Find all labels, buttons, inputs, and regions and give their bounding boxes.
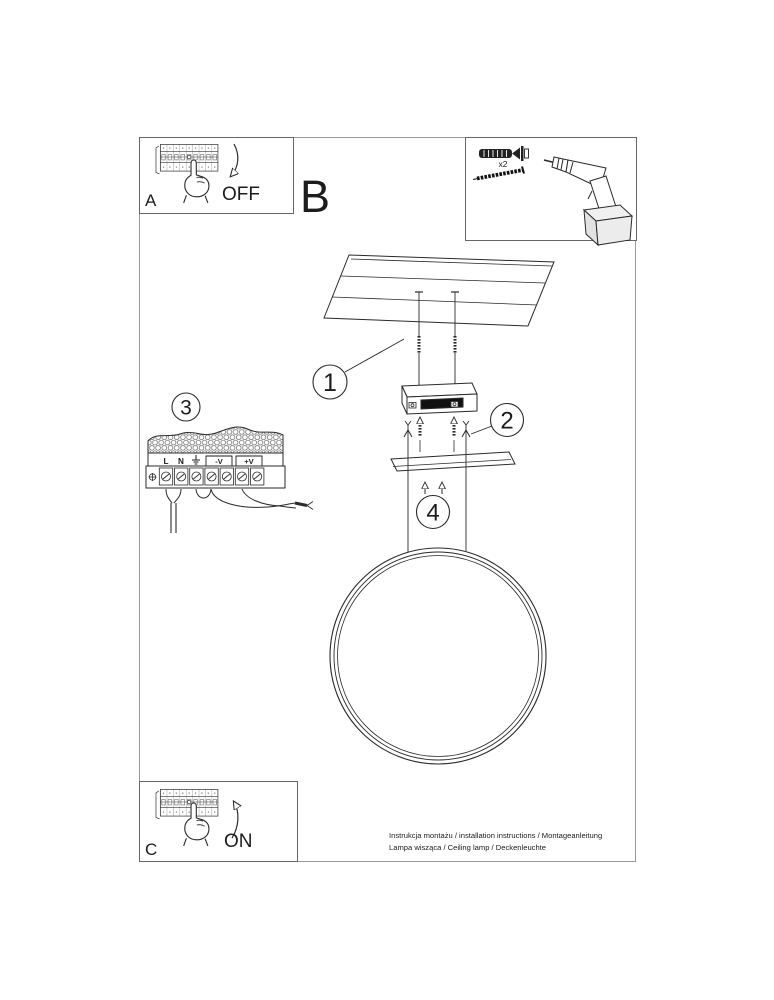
off-label: OFF (222, 184, 260, 205)
page-border (140, 138, 636, 862)
terminal-neg-label: -V (215, 457, 223, 466)
panel-c-switch-on (140, 782, 298, 862)
terminal-pos-label: +V (244, 457, 254, 466)
ground-icon (192, 455, 200, 464)
terminal-n-label: N (178, 457, 184, 466)
toolbox (466, 138, 637, 246)
step-3-number: 3 (180, 396, 192, 420)
panel-a-switch-off (140, 138, 294, 214)
canopy-plate (391, 452, 515, 471)
step-1-marker (313, 339, 404, 399)
wiring-detail (146, 393, 313, 533)
step-1-number: 1 (323, 369, 337, 397)
panel-b-label: B (300, 171, 331, 222)
step-4-marker (417, 483, 450, 529)
breaker-panel-icon (156, 789, 218, 819)
dowel-qty-label: x2 (498, 159, 508, 169)
step-2-number: 2 (500, 407, 514, 435)
terminal-l-label: L (163, 457, 169, 466)
bracket-screws (420, 418, 454, 452)
on-label: ON (224, 831, 253, 852)
footer-line-2: Lampa wisząca / Ceiling lamp / Deckenleuchte (389, 843, 547, 852)
panel-a-label: A (145, 191, 157, 210)
footer-line-1: Instrukcja montażu / installation instructions / Montageanleitung (389, 831, 603, 840)
ceiling-panel (324, 255, 554, 326)
step-2-marker (471, 404, 524, 437)
footer-text (389, 831, 602, 852)
panel-c-label: C (145, 840, 158, 859)
driver-vent (148, 427, 283, 453)
step-4-number: 4 (426, 499, 440, 527)
ring-lamp (330, 548, 546, 764)
mounting-bracket (402, 383, 477, 414)
suspension-wires (404, 421, 470, 552)
breaker-panel-icon (156, 144, 218, 174)
wires (166, 489, 313, 533)
